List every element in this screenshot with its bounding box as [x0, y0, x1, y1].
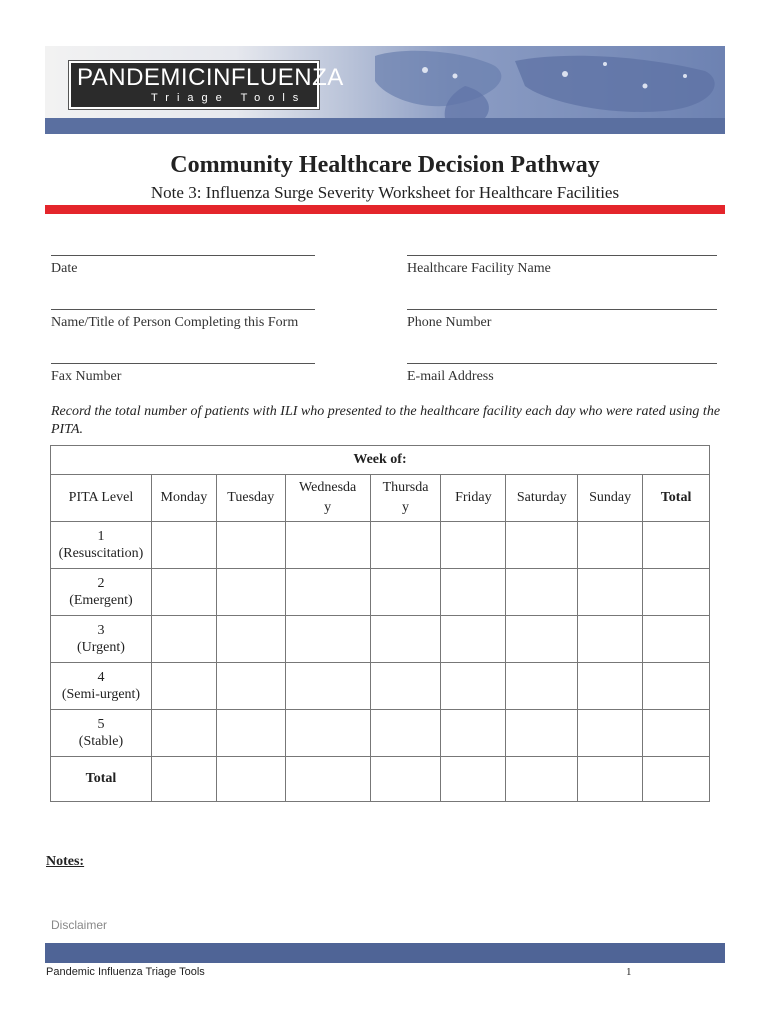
- logo: [69, 61, 344, 109]
- entry-cell[interactable]: [441, 757, 506, 802]
- entry-cell[interactable]: [370, 663, 441, 710]
- entry-cell[interactable]: [370, 757, 441, 802]
- entry-cell[interactable]: [578, 522, 643, 569]
- email-label: E-mail Address: [407, 369, 494, 384]
- entry-cell[interactable]: [643, 569, 710, 616]
- pita-level-number: 5: [97, 717, 105, 732]
- entry-cell[interactable]: [370, 522, 441, 569]
- pita-level-number: 2: [97, 576, 105, 591]
- header-wednesday-part1: Wednesda: [299, 480, 357, 495]
- header-monday: Monday: [151, 475, 216, 522]
- pita-level-cell: [51, 569, 152, 616]
- date-label: Date: [51, 261, 78, 276]
- pita-level-cell: [51, 616, 152, 663]
- entry-cell[interactable]: [506, 616, 578, 663]
- pita-level-number: 1: [97, 529, 105, 544]
- entry-cell[interactable]: [151, 663, 216, 710]
- header-wednesday: [285, 475, 370, 522]
- pita-worksheet-table: [50, 445, 710, 802]
- facility-name-input-line[interactable]: [407, 255, 717, 256]
- disclaimer-link[interactable]: Disclaimer: [51, 918, 108, 932]
- week-of-label: Week of:: [353, 452, 407, 467]
- total-row-label: Total: [51, 757, 152, 802]
- page-number: 1: [626, 966, 632, 978]
- pita-level-cell: [51, 710, 152, 757]
- pita-level-name: (Semi-urgent): [61, 687, 141, 702]
- entry-cell[interactable]: [643, 757, 710, 802]
- header-saturday: Saturday: [506, 475, 578, 522]
- entry-cell[interactable]: [216, 757, 285, 802]
- header-sunday: Sunday: [578, 475, 643, 522]
- entry-cell[interactable]: [578, 710, 643, 757]
- header-total: Total: [643, 475, 710, 522]
- entry-cell[interactable]: [506, 710, 578, 757]
- entry-cell[interactable]: [151, 757, 216, 802]
- person-name-label: Name/Title of Person Completing this Form: [51, 315, 299, 330]
- table-row: [51, 710, 710, 757]
- entry-cell[interactable]: [643, 663, 710, 710]
- facility-name-label: Healthcare Facility Name: [407, 261, 551, 276]
- entry-cell[interactable]: [151, 710, 216, 757]
- entry-cell[interactable]: [370, 616, 441, 663]
- fax-input-line[interactable]: [51, 363, 315, 364]
- header-banner: [45, 46, 725, 134]
- week-of-cell[interactable]: [51, 446, 710, 475]
- entry-cell[interactable]: [441, 663, 506, 710]
- entry-cell[interactable]: [216, 522, 285, 569]
- page-title: Community Healthcare Decision Pathway: [170, 152, 600, 178]
- table-row: [51, 522, 710, 569]
- entry-cell[interactable]: [216, 663, 285, 710]
- entry-cell[interactable]: [370, 710, 441, 757]
- entry-cell[interactable]: [578, 663, 643, 710]
- logo-title: PANDEMICINFLUENZA: [77, 64, 344, 91]
- entry-cell[interactable]: [643, 616, 710, 663]
- footer-title: Pandemic Influenza Triage Tools: [46, 966, 205, 978]
- pita-level-number: 4: [97, 670, 105, 685]
- entry-cell[interactable]: [441, 710, 506, 757]
- entry-cell[interactable]: [285, 710, 370, 757]
- header-wednesday-part2: y: [324, 500, 332, 515]
- entry-cell[interactable]: [285, 757, 370, 802]
- pita-level-cell: [51, 522, 152, 569]
- header-thursday-part2: y: [402, 500, 410, 515]
- entry-cell[interactable]: [643, 710, 710, 757]
- entry-cell[interactable]: [370, 569, 441, 616]
- table-row: [51, 569, 710, 616]
- pita-level-name: (Emergent): [69, 593, 133, 608]
- phone-label: Phone Number: [407, 315, 492, 330]
- logo-subtitle: Triage Tools: [151, 92, 307, 104]
- instructions-text: Record the total number of patients with ILI who presented to the healthcare facility each day who were rated using the PITA.: [51, 404, 721, 437]
- table-total-row: [51, 757, 710, 802]
- date-input-line[interactable]: [51, 255, 315, 256]
- pita-level-number: 3: [97, 623, 105, 638]
- entry-cell[interactable]: [441, 522, 506, 569]
- entry-cell[interactable]: [216, 710, 285, 757]
- footer-bar: [45, 943, 725, 963]
- entry-cell[interactable]: [506, 522, 578, 569]
- header-tuesday: Tuesday: [216, 475, 285, 522]
- page-subtitle: Note 3: Influenza Surge Severity Worksheet for Healthcare Facilities: [150, 183, 620, 202]
- banner-strip: [45, 118, 725, 134]
- table-row: [51, 663, 710, 710]
- header-pita-level: PITA Level: [51, 475, 152, 522]
- entry-cell[interactable]: [151, 616, 216, 663]
- entry-cell[interactable]: [216, 569, 285, 616]
- entry-cell[interactable]: [506, 569, 578, 616]
- pita-level-name: (Urgent): [76, 640, 125, 655]
- fax-label: Fax Number: [51, 369, 122, 384]
- entry-cell[interactable]: [578, 757, 643, 802]
- header-thursday-part1: Thursda: [382, 480, 429, 495]
- entry-cell[interactable]: [578, 616, 643, 663]
- entry-cell[interactable]: [506, 663, 578, 710]
- entry-cell[interactable]: [216, 616, 285, 663]
- pita-level-cell: [51, 663, 152, 710]
- entry-cell[interactable]: [151, 569, 216, 616]
- entry-cell[interactable]: [441, 616, 506, 663]
- phone-input-line[interactable]: [407, 309, 717, 310]
- header-friday: Friday: [441, 475, 506, 522]
- entry-cell[interactable]: [285, 663, 370, 710]
- title-divider: [45, 205, 725, 214]
- header-thursday: [370, 475, 441, 522]
- pita-level-name: (Resuscitation): [58, 546, 144, 561]
- entry-cell[interactable]: [285, 616, 370, 663]
- email-input-line[interactable]: [407, 363, 717, 364]
- entry-cell[interactable]: [285, 569, 370, 616]
- notes-label: Notes:: [46, 854, 85, 869]
- table-row: [51, 616, 710, 663]
- entry-cell[interactable]: [506, 757, 578, 802]
- entry-cell[interactable]: [285, 522, 370, 569]
- person-name-input-line[interactable]: [51, 309, 315, 310]
- pita-level-name: (Stable): [78, 734, 124, 749]
- entry-cell[interactable]: [151, 522, 216, 569]
- entry-cell[interactable]: [441, 569, 506, 616]
- entry-cell[interactable]: [578, 569, 643, 616]
- entry-cell[interactable]: [643, 522, 710, 569]
